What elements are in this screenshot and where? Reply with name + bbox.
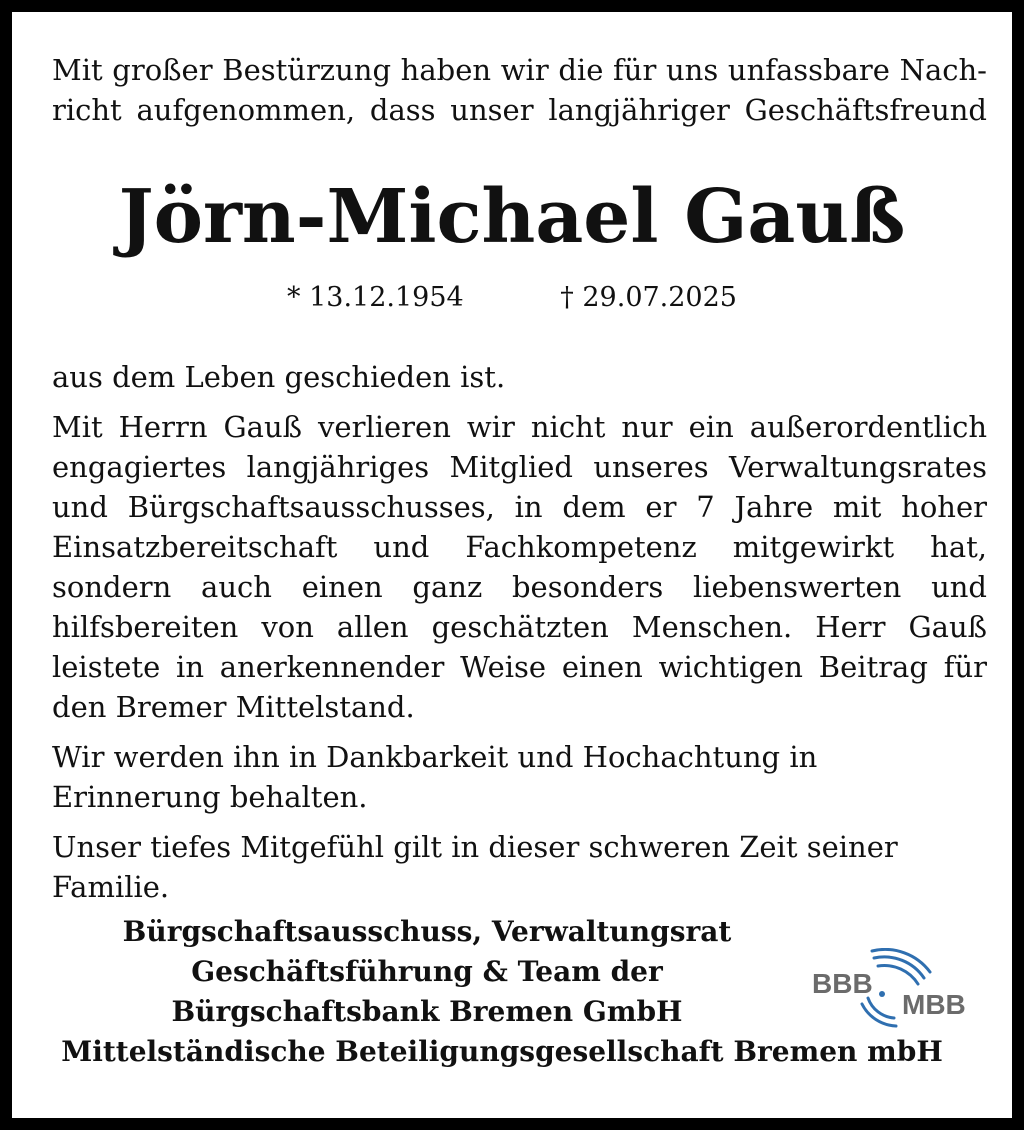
death-date: † 29.07.2025 — [560, 282, 737, 313]
intro-line: Mit großer Bestürzung haben wir die für uns unfassbare Nach- — [52, 53, 987, 87]
signature-line: Mittelständische Beteiligungsgesellschaft Bremen mbH — [61, 1035, 943, 1068]
life-dates — [12, 280, 1012, 316]
logo-bbb-text: BBB — [812, 968, 873, 999]
paragraph: Unser tiefes Mitgefühl gilt in dieser schweren Zeit seiner Familie. — [52, 830, 898, 904]
paragraph: Wir werden ihn in Dankbarkeit und Hochachtung in Erinnerung behalten. — [52, 740, 818, 814]
paragraph: Mit Herrn Gauß verlieren wir nicht nur ein außerordentlich engagiertes langjähriges Mitglied unseres Verwaltungsrates und Bürgschaftsausschusses, in dem er 7 Jahre mit hoher Einsatzbereitschaft und Fachkompetenz mitgewirkt hat, sondern auch einen ganz besonders liebenswerten und hilfsbereiten von allen geschätzten Menschen. Herr Gauß leistete in anerkennender Weise einen wichtigen Beitrag für den Bremer Mittelstand. — [52, 410, 987, 724]
deceased-name: Jörn-Michael Gauß — [118, 174, 906, 260]
intro-line: richt aufgenommen, dass unser langjähriger Geschäftsfreund — [52, 93, 987, 127]
logo-mbb-text: MBB — [902, 989, 966, 1020]
obituary-notice — [12, 12, 1012, 1118]
body-text — [52, 357, 987, 917]
signature-line: Geschäftsführung & Team der — [191, 955, 663, 988]
intro-text — [52, 50, 987, 130]
birth-date: * 13.12.1954 — [287, 282, 464, 313]
paragraph: aus dem Leben geschieden ist. — [52, 360, 506, 394]
signature-line: Bürgschaftsbank Bremen GmbH — [171, 995, 683, 1028]
bbb-mbb-logo — [810, 948, 980, 1028]
signature-line: Bürgschaftsausschuss, Verwaltungsrat — [122, 915, 732, 948]
